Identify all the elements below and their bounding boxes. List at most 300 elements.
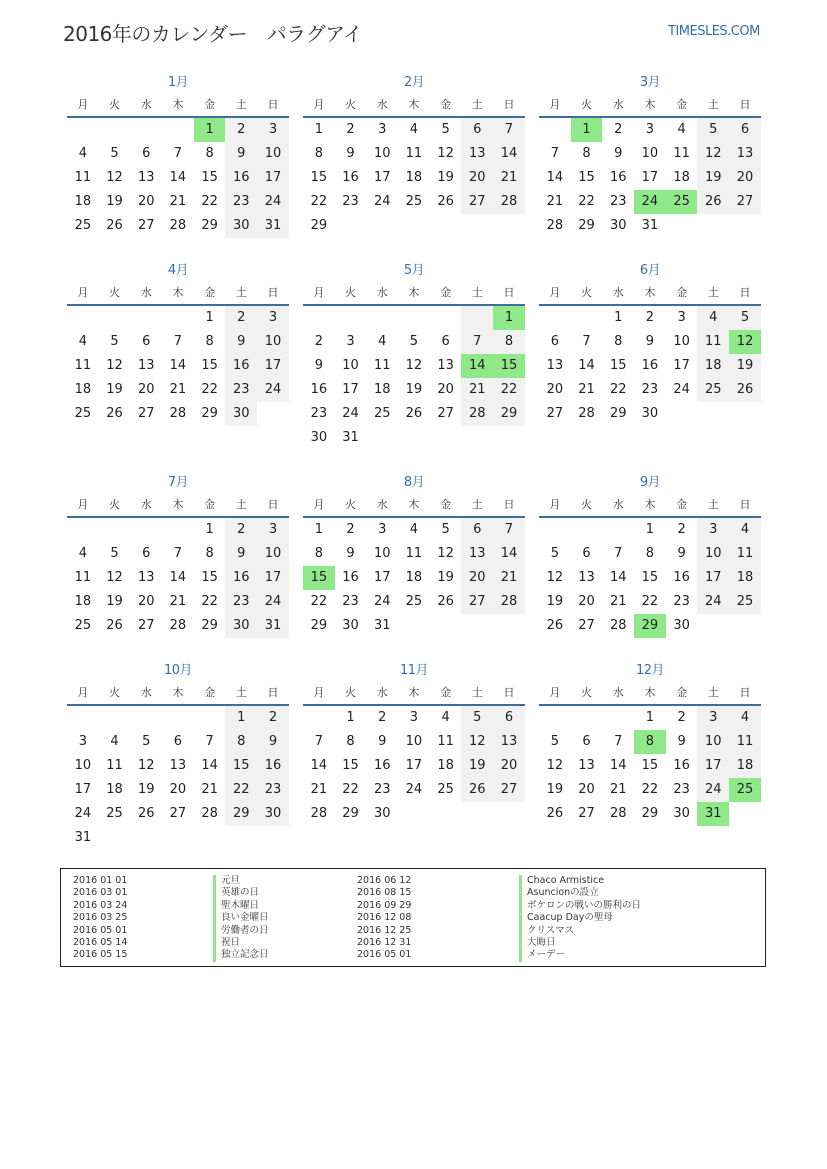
day-cell: 24: [257, 378, 289, 402]
weekday-label: 日: [503, 98, 515, 111]
day-cell: 11: [405, 546, 423, 561]
day-grid: [539, 518, 761, 638]
holiday-day-cell: 14: [461, 354, 493, 378]
day-cell: 14: [169, 170, 187, 185]
day-cell: 25: [405, 594, 423, 609]
day-cell: 25: [106, 806, 123, 821]
day-cell: 20: [169, 782, 187, 797]
day-cell: 22: [225, 778, 257, 802]
day-cell: 4: [78, 546, 87, 561]
day-cell: 10: [257, 542, 289, 566]
day-cell: 7: [614, 734, 623, 749]
day-cell: 17: [673, 358, 690, 373]
empty-cell: [729, 214, 761, 238]
legend-date: 2016 06 12: [357, 875, 412, 886]
day-cell: 28: [609, 806, 627, 821]
weekday-label: 日: [739, 286, 751, 299]
weekday-label: 土: [235, 98, 247, 111]
day-cell: 6: [461, 518, 493, 542]
weekday-header: [539, 282, 761, 306]
day-cell: 6: [550, 334, 559, 349]
weekday-header: [303, 682, 525, 706]
empty-cell: [602, 518, 634, 542]
weekday-label: 火: [581, 286, 593, 299]
weekday-label: 火: [581, 498, 593, 511]
empty-cell: [99, 826, 131, 850]
day-cell: 22: [641, 782, 659, 797]
weekday-label: 金: [440, 98, 452, 111]
weekday-label: 土: [707, 686, 719, 699]
day-cell: 7: [493, 518, 525, 542]
day-cell: 30: [673, 618, 690, 633]
legend-date: 2016 12 08: [357, 912, 412, 924]
day-cell: 6: [142, 146, 151, 161]
empty-cell: [539, 306, 571, 330]
day-cell: 8: [582, 146, 591, 161]
empty-cell: [398, 214, 430, 238]
day-cell: 12: [437, 546, 454, 561]
weekday-label: 水: [140, 686, 152, 699]
day-cell: 20: [137, 594, 155, 609]
day-grid: [67, 118, 289, 238]
day-cell: 17: [373, 170, 391, 185]
day-cell: 6: [729, 118, 761, 142]
day-cell: 28: [493, 190, 525, 214]
day-cell: 15: [578, 170, 595, 185]
day-cell: 28: [578, 406, 595, 421]
empty-cell: [398, 802, 430, 826]
day-cell: 8: [205, 334, 214, 349]
legend-holiday-name: 聖木曜日: [213, 900, 269, 912]
day-cell: 16: [342, 570, 359, 585]
day-cell: 21: [201, 782, 218, 797]
weekday-label: 木: [408, 286, 420, 299]
day-cell: 25: [373, 406, 391, 421]
day-cell: 14: [201, 758, 218, 773]
day-cell: 23: [310, 406, 328, 421]
day-cell: 3: [645, 122, 655, 137]
empty-cell: [130, 306, 162, 330]
day-cell: 17: [257, 566, 289, 590]
day-cell: 19: [461, 754, 493, 778]
day-cell: 23: [342, 194, 359, 209]
legend-holiday-name: 英雄の日: [213, 887, 269, 899]
day-cell: 1: [205, 522, 214, 537]
day-cell: 23: [225, 590, 257, 614]
day-cell: 2: [225, 306, 257, 330]
legend-holiday-name: Caacup Dayの聖母: [519, 912, 641, 924]
weekday-label: 土: [471, 686, 483, 699]
weekday-label: 月: [77, 686, 89, 699]
day-cell: 11: [373, 358, 391, 373]
day-cell: 10: [673, 334, 690, 349]
day-cell: 25: [697, 378, 729, 402]
day-cell: 16: [609, 170, 627, 185]
month-title: 12月: [635, 663, 665, 678]
day-cell: 1: [314, 122, 323, 137]
day-cell: 30: [641, 406, 659, 421]
weekday-label: 火: [345, 98, 357, 111]
day-cell: 24: [257, 590, 289, 614]
day-cell: 9: [225, 142, 257, 166]
empty-cell: [366, 426, 398, 450]
day-cell: 18: [729, 566, 761, 590]
holiday-day-cell: 15: [493, 354, 525, 378]
day-cell: 24: [697, 778, 729, 802]
day-cell: 13: [546, 358, 564, 373]
day-cell: 23: [673, 782, 690, 797]
day-cell: 18: [74, 194, 92, 209]
day-cell: 30: [310, 430, 328, 445]
day-cell: 14: [493, 542, 525, 566]
empty-cell: [162, 706, 194, 730]
legend-holiday-name: 独立記念日: [213, 949, 269, 961]
day-cell: 5: [142, 734, 151, 749]
day-cell: 5: [550, 546, 559, 561]
weekday-label: 火: [109, 686, 121, 699]
weekday-label: 水: [140, 498, 152, 511]
day-cell: 22: [578, 194, 595, 209]
day-cell: 19: [729, 354, 761, 378]
day-cell: 14: [609, 758, 627, 773]
weekday-label: 木: [408, 98, 420, 111]
day-cell: 14: [493, 142, 525, 166]
day-cell: 27: [169, 806, 187, 821]
day-cell: 22: [310, 594, 328, 609]
empty-cell: [729, 614, 761, 638]
month-block: [67, 72, 289, 260]
empty-cell: [461, 614, 493, 638]
empty-cell: [729, 802, 761, 826]
day-cell: 3: [257, 518, 289, 542]
day-cell: 6: [142, 546, 151, 561]
legend-date: 2016 05 01: [357, 949, 412, 961]
weekday-label: 火: [109, 98, 121, 111]
day-cell: 26: [546, 806, 564, 821]
day-cell: 15: [201, 358, 218, 373]
weekday-label: 日: [267, 686, 279, 699]
day-cell: 23: [641, 382, 659, 397]
empty-cell: [130, 706, 162, 730]
day-cell: 6: [582, 734, 591, 749]
day-grid: [303, 706, 525, 826]
day-cell: 27: [546, 406, 564, 421]
weekday-label: 火: [345, 686, 357, 699]
day-cell: 28: [609, 618, 627, 633]
day-cell: 21: [609, 594, 627, 609]
day-cell: 22: [342, 782, 359, 797]
weekday-label: 土: [471, 498, 483, 511]
day-cell: 30: [225, 614, 257, 638]
day-cell: 24: [373, 194, 391, 209]
weekday-label: 土: [471, 98, 483, 111]
day-cell: 13: [137, 358, 155, 373]
day-cell: 7: [173, 334, 183, 349]
legend-date: 2016 03 01: [73, 887, 128, 899]
legend-date: 2016 03 25: [73, 912, 128, 924]
weekday-label: 木: [408, 686, 420, 699]
holiday-legend: [60, 868, 766, 967]
day-cell: 11: [74, 170, 92, 185]
day-cell: 27: [437, 406, 454, 421]
day-cell: 5: [110, 546, 119, 561]
day-cell: 5: [550, 734, 559, 749]
day-cell: 8: [225, 730, 257, 754]
weekday-label: 土: [707, 498, 719, 511]
day-cell: 28: [169, 618, 187, 633]
day-cell: 3: [257, 306, 289, 330]
empty-cell: [162, 518, 194, 542]
day-grid: [539, 118, 761, 238]
empty-cell: [697, 614, 729, 638]
legend-date: 2016 05 15: [73, 949, 128, 961]
legend-dates-left: [73, 875, 127, 962]
empty-cell: [130, 518, 162, 542]
day-cell: 19: [546, 594, 564, 609]
holiday-day-cell: 15: [303, 566, 335, 590]
day-cell: 14: [578, 358, 595, 373]
legend-holiday-name: Asuncionの設立: [519, 887, 641, 899]
day-cell: 31: [342, 430, 359, 445]
day-cell: 12: [697, 142, 729, 166]
day-cell: 17: [74, 782, 92, 797]
day-cell: 7: [614, 546, 623, 561]
empty-cell: [493, 802, 525, 826]
empty-cell: [493, 614, 525, 638]
day-cell: 24: [405, 782, 423, 797]
month-block: [539, 660, 761, 872]
day-cell: 31: [74, 830, 92, 845]
day-cell: 17: [405, 758, 423, 773]
legend-date: 2016 05 01: [73, 924, 128, 936]
day-cell: 2: [225, 118, 257, 142]
day-cell: 2: [346, 522, 355, 537]
day-cell: 18: [697, 354, 729, 378]
day-cell: 19: [106, 194, 123, 209]
day-cell: 2: [614, 122, 623, 137]
day-cell: 26: [546, 618, 564, 633]
weekday-label: 金: [440, 286, 452, 299]
day-cell: 4: [697, 306, 729, 330]
day-cell: 25: [74, 406, 92, 421]
day-cell: 16: [641, 358, 659, 373]
weekday-label: 木: [172, 498, 184, 511]
day-cell: 3: [697, 518, 729, 542]
day-cell: 25: [74, 218, 92, 233]
day-cell: 12: [106, 170, 123, 185]
empty-cell: [162, 826, 194, 850]
empty-cell: [539, 706, 571, 730]
day-cell: 19: [405, 382, 423, 397]
weekday-label: 木: [644, 286, 656, 299]
day-cell: 25: [405, 194, 423, 209]
weekday-label: 金: [676, 498, 688, 511]
day-cell: 15: [609, 358, 627, 373]
day-cell: 16: [257, 754, 289, 778]
day-cell: 29: [641, 806, 659, 821]
day-cell: 26: [106, 406, 123, 421]
day-cell: 21: [578, 382, 595, 397]
day-cell: 4: [677, 122, 686, 137]
day-cell: 13: [493, 730, 525, 754]
weekday-label: 木: [644, 98, 656, 111]
day-cell: 30: [342, 618, 359, 633]
weekday-label: 火: [581, 686, 593, 699]
day-cell: 10: [697, 730, 729, 754]
day-cell: 20: [578, 594, 595, 609]
weekday-header: [303, 494, 525, 518]
empty-cell: [430, 306, 462, 330]
day-cell: 28: [461, 402, 493, 426]
empty-cell: [99, 706, 131, 730]
day-cell: 24: [257, 190, 289, 214]
month-block: [67, 472, 289, 660]
day-cell: 23: [225, 378, 257, 402]
day-cell: 27: [137, 618, 155, 633]
day-cell: 27: [461, 590, 493, 614]
day-cell: 30: [609, 218, 627, 233]
weekday-label: 土: [235, 498, 247, 511]
day-cell: 13: [169, 758, 187, 773]
day-cell: 20: [493, 754, 525, 778]
day-cell: 9: [645, 334, 655, 349]
day-cell: 3: [378, 122, 387, 137]
brand-link[interactable]: TIMESLES.COM: [668, 24, 760, 39]
day-cell: 29: [310, 618, 328, 633]
weekday-label: 日: [739, 686, 751, 699]
day-grid: [303, 518, 525, 638]
day-cell: 2: [645, 310, 655, 325]
day-cell: 14: [546, 170, 564, 185]
legend-holiday-name: 大晦日: [519, 937, 641, 949]
day-cell: 14: [169, 570, 187, 585]
empty-cell: [99, 306, 131, 330]
month-title: 2月: [403, 75, 425, 90]
day-cell: 26: [405, 406, 423, 421]
weekday-label: 金: [676, 686, 688, 699]
day-cell: 7: [493, 118, 525, 142]
weekday-label: 土: [471, 286, 483, 299]
empty-cell: [303, 706, 335, 730]
day-cell: 21: [169, 194, 187, 209]
weekday-label: 土: [235, 286, 247, 299]
day-cell: 22: [310, 194, 328, 209]
day-cell: 21: [493, 566, 525, 590]
day-cell: 5: [729, 306, 761, 330]
day-cell: 8: [314, 546, 323, 561]
legend-names-left: [213, 875, 269, 962]
empty-cell: [398, 306, 430, 330]
day-cell: 21: [609, 782, 627, 797]
weekday-label: 金: [204, 498, 216, 511]
day-cell: 2: [346, 122, 355, 137]
day-cell: 15: [201, 570, 218, 585]
day-cell: 6: [461, 118, 493, 142]
day-cell: 27: [137, 218, 155, 233]
day-cell: 30: [225, 402, 257, 426]
legend-holiday-name: 元旦: [213, 875, 269, 887]
day-cell: 10: [74, 758, 92, 773]
weekday-label: 金: [204, 286, 216, 299]
weekday-label: 日: [267, 498, 279, 511]
day-cell: 29: [201, 618, 218, 633]
day-cell: 14: [169, 358, 187, 373]
day-cell: 4: [409, 522, 419, 537]
weekday-label: 火: [581, 98, 593, 111]
weekday-label: 木: [172, 286, 184, 299]
day-cell: 26: [461, 778, 493, 802]
day-cell: 17: [257, 354, 289, 378]
empty-cell: [571, 706, 603, 730]
day-cell: 28: [169, 406, 187, 421]
day-cell: 20: [546, 382, 564, 397]
day-cell: 6: [493, 706, 525, 730]
day-cell: 13: [578, 758, 595, 773]
weekday-label: 水: [612, 498, 624, 511]
day-cell: 13: [437, 358, 454, 373]
day-cell: 17: [697, 754, 729, 778]
day-cell: 10: [342, 358, 359, 373]
day-cell: 4: [729, 518, 761, 542]
legend-date: 2016 08 15: [357, 887, 412, 899]
day-cell: 6: [582, 546, 591, 561]
day-cell: 9: [677, 546, 686, 561]
day-cell: 8: [614, 334, 623, 349]
empty-cell: [130, 826, 162, 850]
day-cell: 4: [441, 710, 450, 725]
day-cell: 15: [641, 758, 659, 773]
day-cell: 7: [205, 734, 214, 749]
day-cell: 7: [461, 330, 493, 354]
day-cell: 29: [493, 402, 525, 426]
legend-holiday-name: クリスマス: [519, 925, 641, 937]
day-cell: 16: [225, 166, 257, 190]
day-cell: 5: [409, 334, 419, 349]
empty-cell: [99, 518, 131, 542]
weekday-label: 月: [549, 498, 561, 511]
weekday-label: 水: [140, 98, 152, 111]
day-cell: 27: [578, 618, 595, 633]
day-grid: [67, 706, 289, 850]
month-block: [303, 472, 525, 660]
day-cell: 27: [578, 806, 595, 821]
day-cell: 12: [437, 146, 454, 161]
day-cell: 2: [257, 706, 289, 730]
empty-cell: [162, 306, 194, 330]
legend-holiday-name: 良い金曜日: [213, 912, 269, 924]
day-cell: 2: [314, 334, 323, 349]
day-cell: 13: [137, 170, 155, 185]
empty-cell: [571, 518, 603, 542]
empty-cell: [366, 214, 398, 238]
day-cell: 14: [609, 570, 627, 585]
day-cell: 5: [110, 146, 119, 161]
day-cell: 10: [641, 146, 659, 161]
month-block: [303, 660, 525, 872]
day-cell: 7: [173, 146, 183, 161]
day-cell: 1: [205, 310, 214, 325]
month-title: 1月: [167, 75, 189, 90]
weekday-label: 水: [376, 286, 388, 299]
day-cell: 25: [437, 782, 454, 797]
day-cell: 29: [609, 406, 627, 421]
weekday-label: 水: [612, 686, 624, 699]
weekday-header: [303, 94, 525, 118]
holiday-day-cell: 24: [634, 190, 666, 214]
day-cell: 19: [546, 782, 564, 797]
legend-date: 2016 12 25: [357, 924, 412, 936]
empty-cell: [666, 402, 698, 426]
